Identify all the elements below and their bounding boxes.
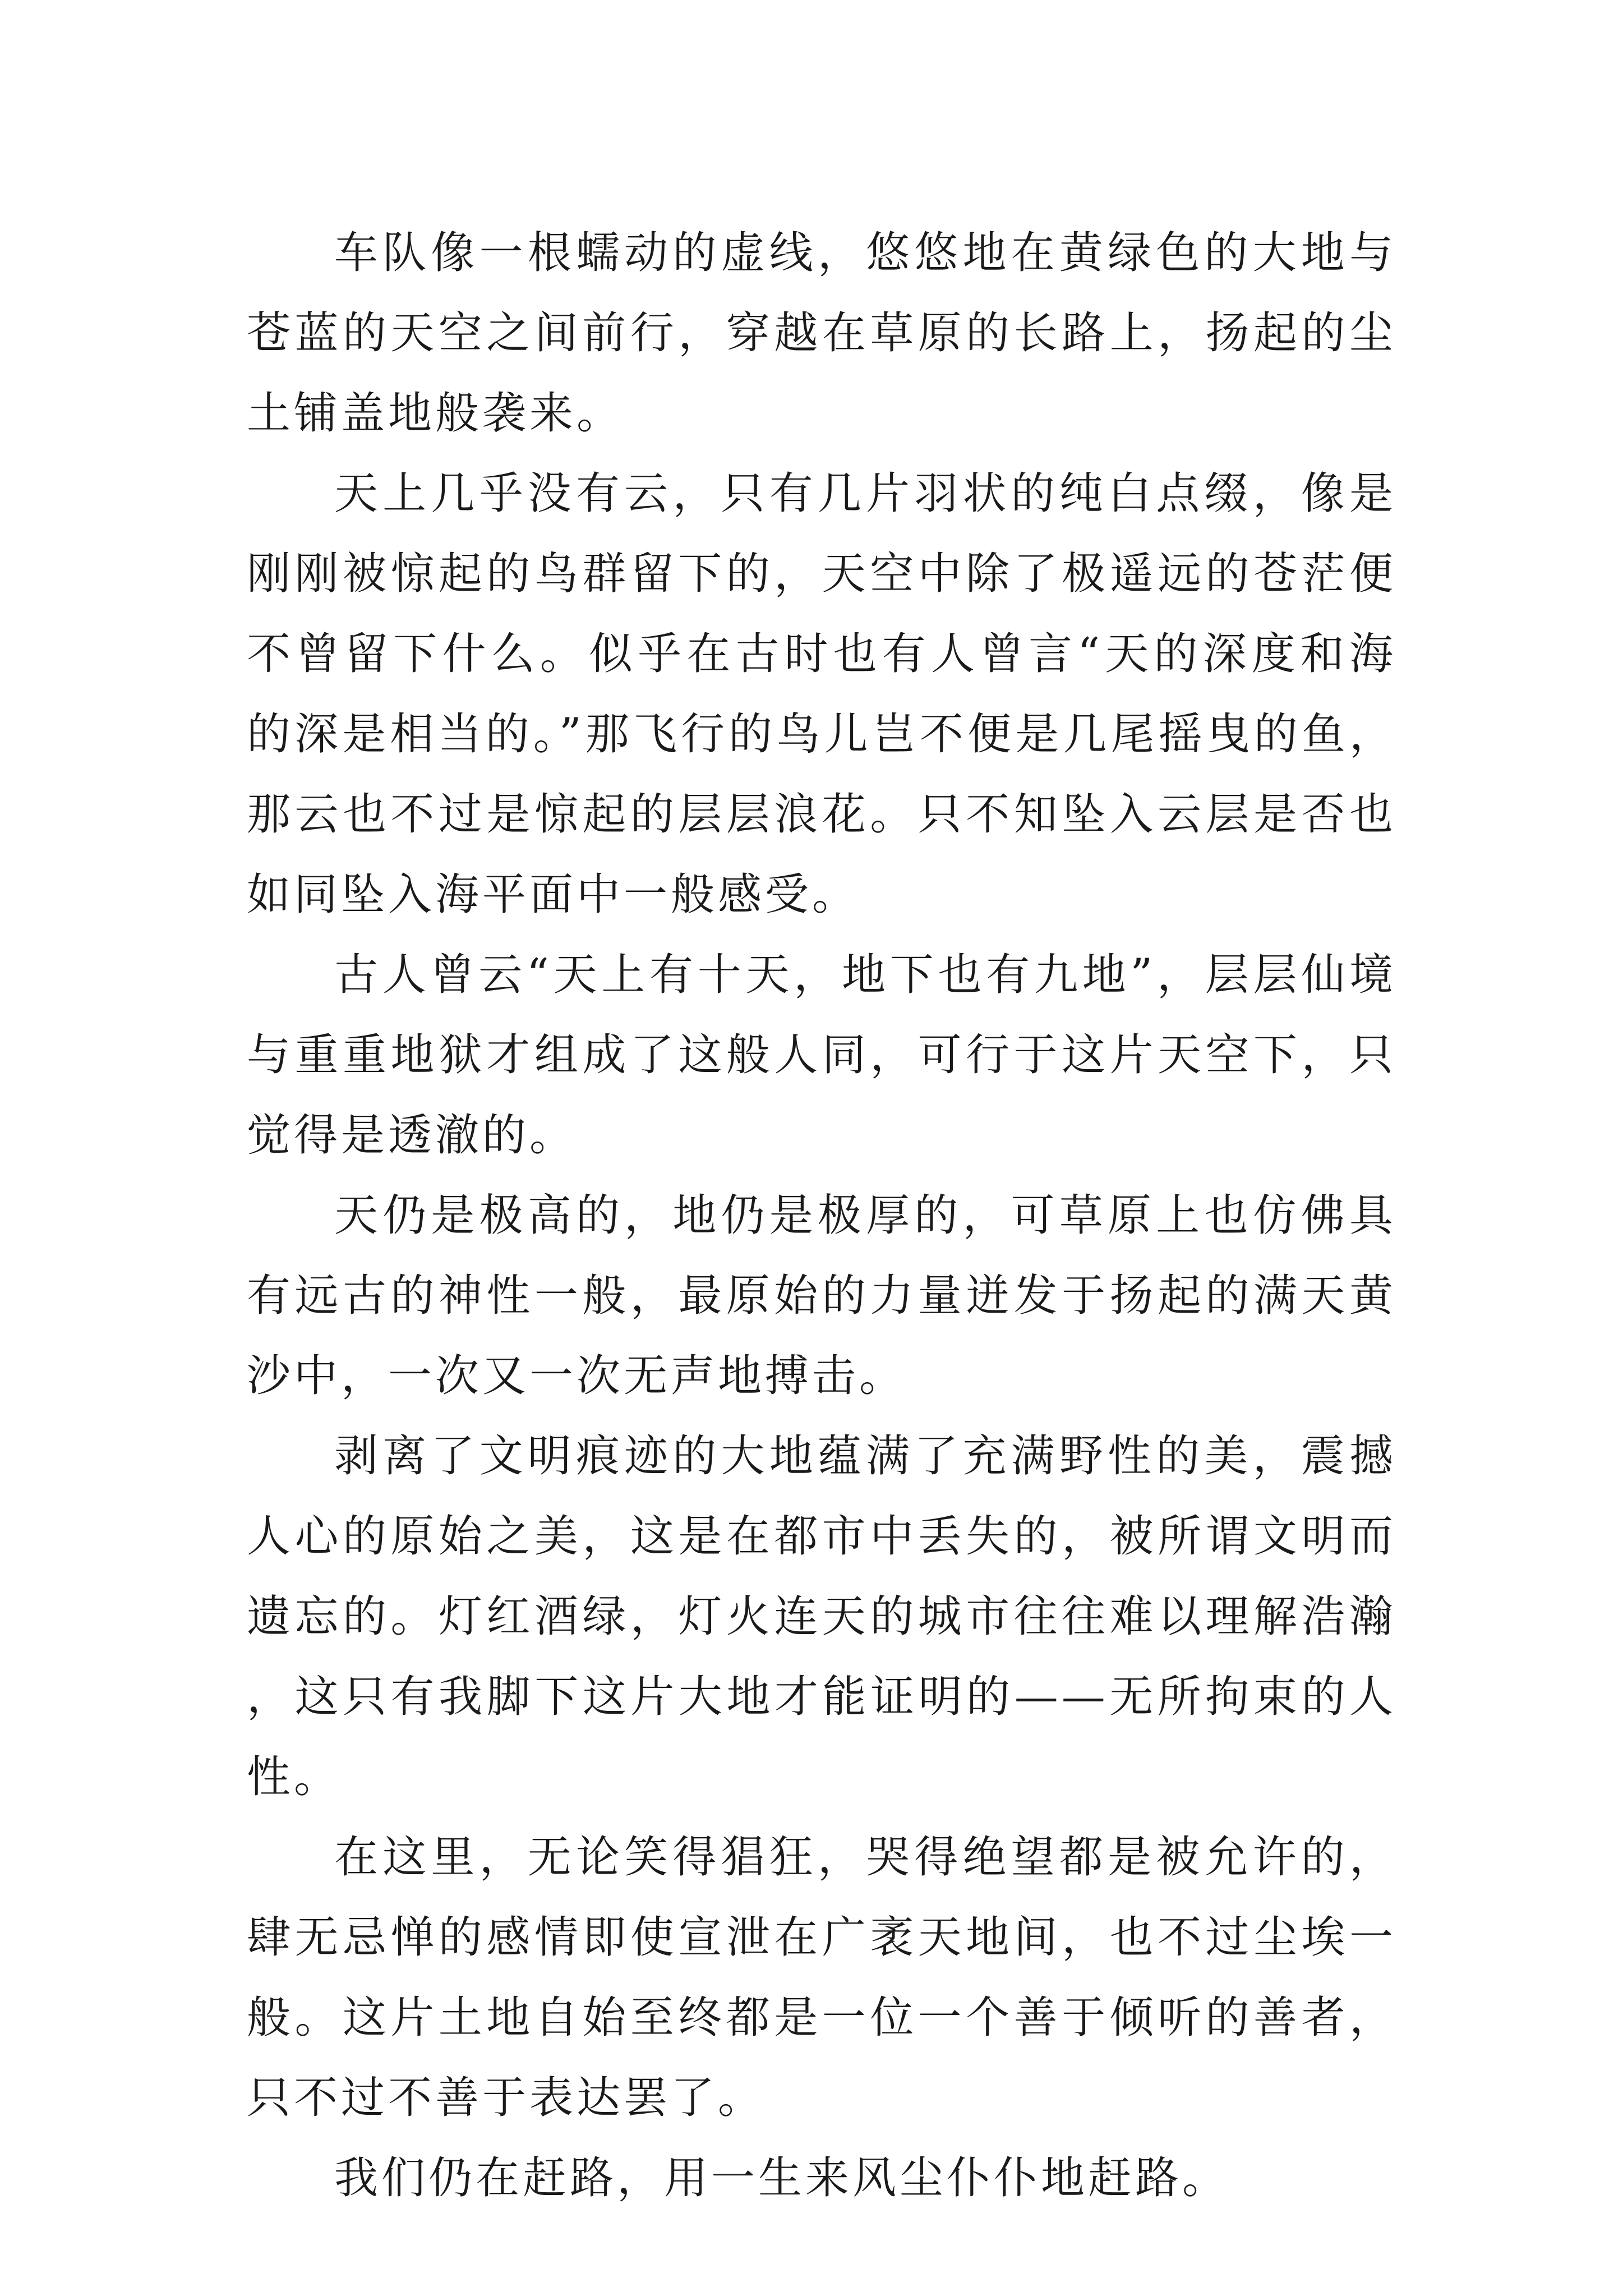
paragraph-3: 古人曾云“天上有十天，地下也有九地”，层层仙境与重重地狱才组成了这般人同，可行于这片天空下，只觉得是透澈的。 [247,950,1396,1161]
paragraph-2: 天上几乎没有云，只有几片羽状的纯白点缀，像是刚刚被惊起的鸟群留下的，天空中除了极遥远的苍茫便不曾留下什么。似乎在古时也有人曾言“天的深度和海的深是相当的。”那飞行的鸟儿岂不便是几尾摇曳的鱼，那云也不过是惊起的层层浪花。只不知坠入云层是否也如同坠入海平面中一般感受。 [247,468,1396,920]
paragraph-4: 天仍是极高的，地仍是极厚的，可草原上也仿佛具有远古的神性一般，最原始的力量迸发于扬起的满天黄沙中，一次又一次无声地搏击。 [247,1190,1396,1401]
paragraph-7: 我们仍在赶路，用一生来风尘仆仆地赶路。 [334,2153,1230,2203]
essay-body [247,213,1396,2219]
paragraph-1: 车队像一根蠕动的虚线，悠悠地在黄绿色的大地与苍蓝的天空之间前行，穿越在草原的长路上，扬起的尘土铺盖地般袭来。 [247,228,1396,439]
paragraph-6: 在这里，无论笑得猖狂，哭得绝望都是被允许的，肆无忌惮的感情即使宣泄在广袤天地间，也不过尘埃一般。这片土地自始至终都是一位一个善于倾听的善者，只不过不善于表达罢了。 [247,1832,1396,2123]
paragraph-5: 剥离了文明痕迹的大地蕴满了充满野性的美，震撼人心的原始之美，这是在都市中丢失的，被所谓文明而遗忘的。灯红酒绿，灯火连天的城市往往难以理解浩瀚，这只有我脚下这片大地才能证明的——无所拘束的人性。 [247,1431,1396,1802]
